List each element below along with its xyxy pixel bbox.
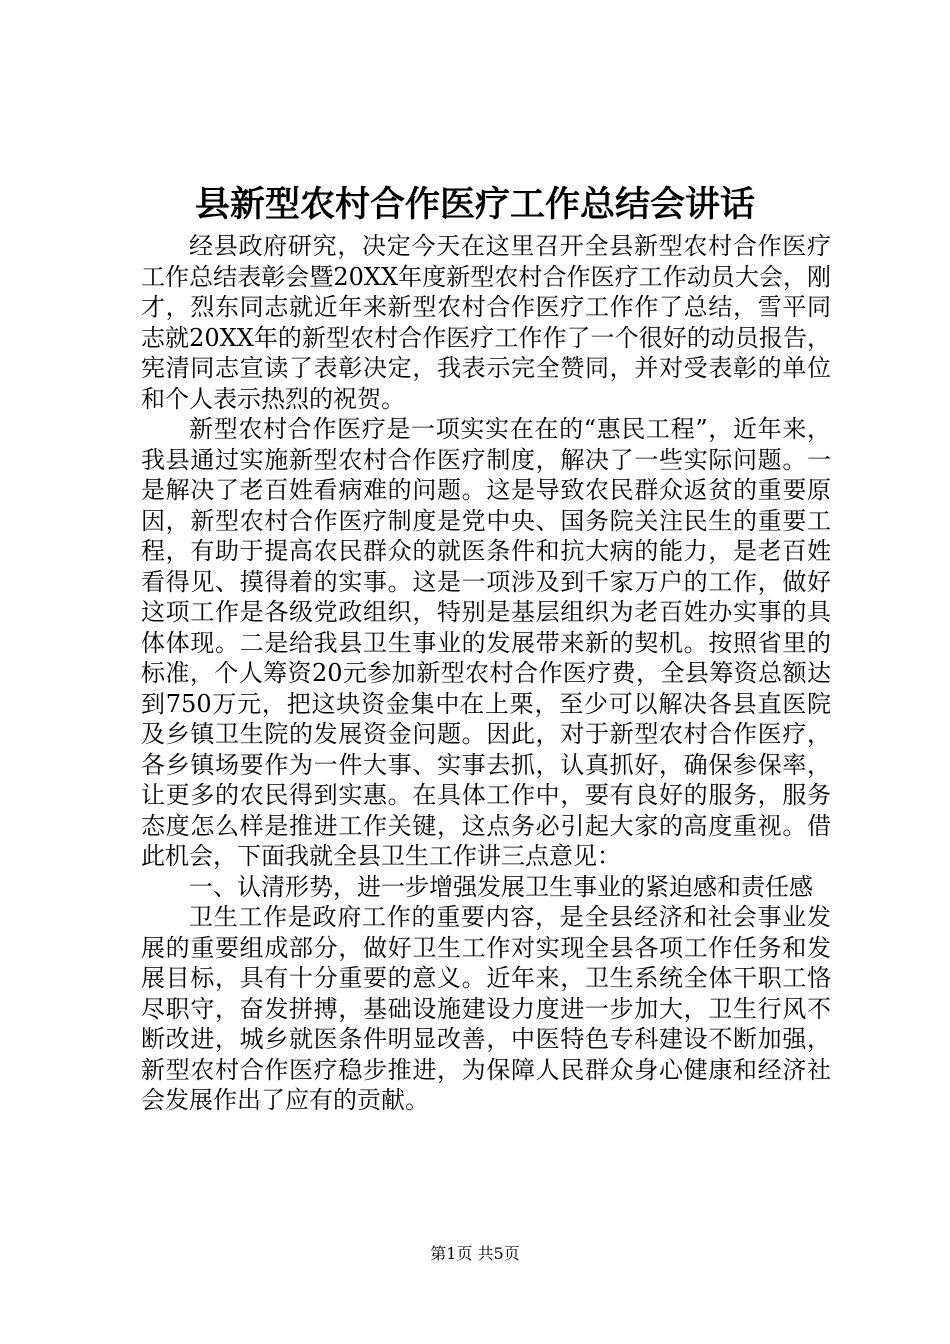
- section-heading-1: 一、认清形势，进一步增强发展卫生事业的紧迫感和责任感: [189, 872, 813, 901]
- paragraph-opening: 经县政府研究，决定今天在这里召开全县新型农村合作医疗工作总结表彰会暨20XX年度新型农村合作医疗工作动员大会，刚才，烈东同志就近年来新型农村合作医疗工作作了总结，雪平同志就20XX年的新型农村合作医疗工作作了一个很好的动员报告，宪清同志宣读了表彰决定，我表示完全赞同，并对受表彰的单位和个人表示热烈的祝贺。: [141, 232, 831, 413]
- page-footer: 第1页 共5页: [430, 1244, 520, 1263]
- paragraph-cooperative-medical: 新型农村合作医疗是一项实实在在的“惠民工程”，近年来，我县通过实施新型农村合作医疗制度，解决了一些实际问题。一是解决了老百姓看病难的问题。这是导致农民群众返贫的重要原因，新型农村合作医疗制度是党中央、国务院关注民生的重要工程，有助于提高农民群众的就医条件和抗大病的能力，是老百姓看得见、摸得着的实事。这是一项涉及到千家万户的工作，做好这项工作是各级党政组织，特别是基层组织为老百姓办实事的具体体现。二是给我县卫生事业的发展带来新的契机。按照省里的标准，个人筹资20元参加新型农村合作医疗费，全县筹资总额达到750万元，把这块资金集中在上栗，至少可以解决各县直医院及乡镇卫生院的发展资金问题。因此，对于新型农村合作医疗，各乡镇场要作为一件大事、实事去抓，认真抓好，确保参保率，让更多的农民得到实惠。在具体工作中，要有良好的服务，服务态度怎么样是推进工作关键，这点务必引起大家的高度重视。借此机会，下面我就全县卫生工作讲三点意见：: [141, 415, 831, 870]
- document-body: [141, 231, 831, 1116]
- paragraph-health-work: 卫生工作是政府工作的重要内容，是全县经济和社会事业发展的重要组成部分，做好卫生工作对实现全县各项工作任务和发展目标，具有十分重要的意义。近年来，卫生系统全体干职工恪尽职守，奋发拼搏，基础设施建设力度进一步加大，卫生行风不断改进，城乡就医条件明显改善，中医特色专科建设不断加强，新型农村合作医疗稳步推进，为保障人民群众身心健康和经济社会发展作出了应有的贡献。: [141, 903, 831, 1114]
- document-title: 县新型农村合作医疗工作总结会讲话: [194, 184, 755, 225]
